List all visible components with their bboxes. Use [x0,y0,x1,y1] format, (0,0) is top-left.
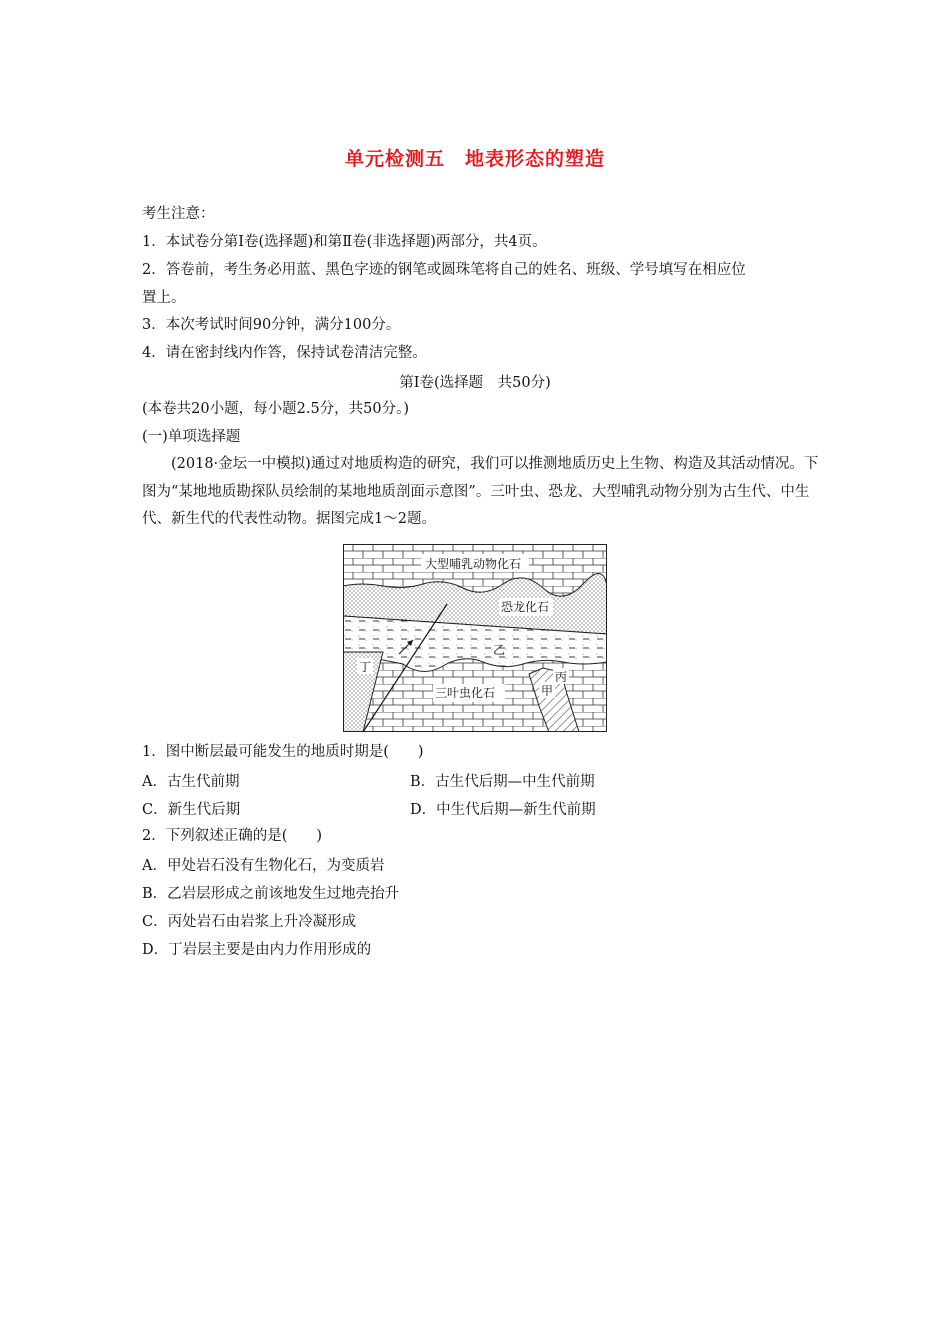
page-title: 单元检测五 地表形态的塑造 [344,148,605,170]
label-trilobite-fossil: 三叶虫化石 [435,686,496,700]
passage-text: (2018·金坛一中模拟)通过对地质构造的研究，我们可以推测地质历史上生物、构造及其活动情况。下图为“某地地质勘探队员绘制的某地地质剖面示意图”。三叶虫、恐龙、大型哺乳动物分别为古生代、中生代、新生代的代表性动物。据图完成1～2题。 [142,456,819,527]
question-1-stem: 1．图中断层最可能发生的地质时期是( ) [142,744,424,760]
notice-item-3: 3．本次考试时间90分钟，满分100分。 [142,317,401,333]
notice-item-1: 1．本试卷分第Ⅰ卷(选择题)和第Ⅱ卷(非选择题)两部分，共4页。 [142,234,547,250]
notice-item-2: 2．答卷前，考生务必用蓝、黑色字迹的钢笔或圆珠笔将自己的姓名、班级、学号填写在相应位 [142,262,746,278]
question-2-option-d[interactable]: D．丁岩层主要是由内力作用形成的 [142,942,372,958]
question-2-stem: 2．下列叙述正确的是( ) [142,828,323,844]
label-dinosaur-fossil: 恐龙化石 [501,600,550,614]
label-yi: 乙 [493,643,506,657]
label-bing: 丙 [555,670,568,684]
notice-item-2-cont: 置上。 [142,290,186,306]
notice-item-4: 4．请在密封线内作答，保持试卷清洁完整。 [142,345,427,361]
question-2-option-a[interactable]: A．甲处岩石没有生物化石，为变质岩 [142,858,385,874]
notice-heading: 考生注意： [142,206,215,222]
section-note: (本卷共20小题，每小题2.5分，共50分。) [142,401,410,417]
question-1-option-b[interactable]: B．古生代后期—中生代前期 [410,774,595,790]
subsection-title: (一)单项选择题 [142,429,241,445]
label-ding: 丁 [359,660,372,674]
question-1-option-d[interactable]: D．中生代后期—新生代前期 [410,802,596,818]
question-2-option-c[interactable]: C．丙处岩石由岩浆上升冷凝形成 [142,914,357,930]
question-2-option-b[interactable]: B．乙岩层形成之前该地发生过地壳抬升 [142,886,400,902]
label-mammal-fossil: 大型哺乳动物化石 [425,557,522,571]
geologic-section-diagram [343,544,607,732]
section-title: 第Ⅰ卷(选择题 共50分) [399,375,551,391]
label-jia: 甲 [541,684,554,698]
question-1-option-a[interactable]: A．古生代前期 [142,774,240,790]
question-1-option-c[interactable]: C．新生代后期 [142,802,241,818]
